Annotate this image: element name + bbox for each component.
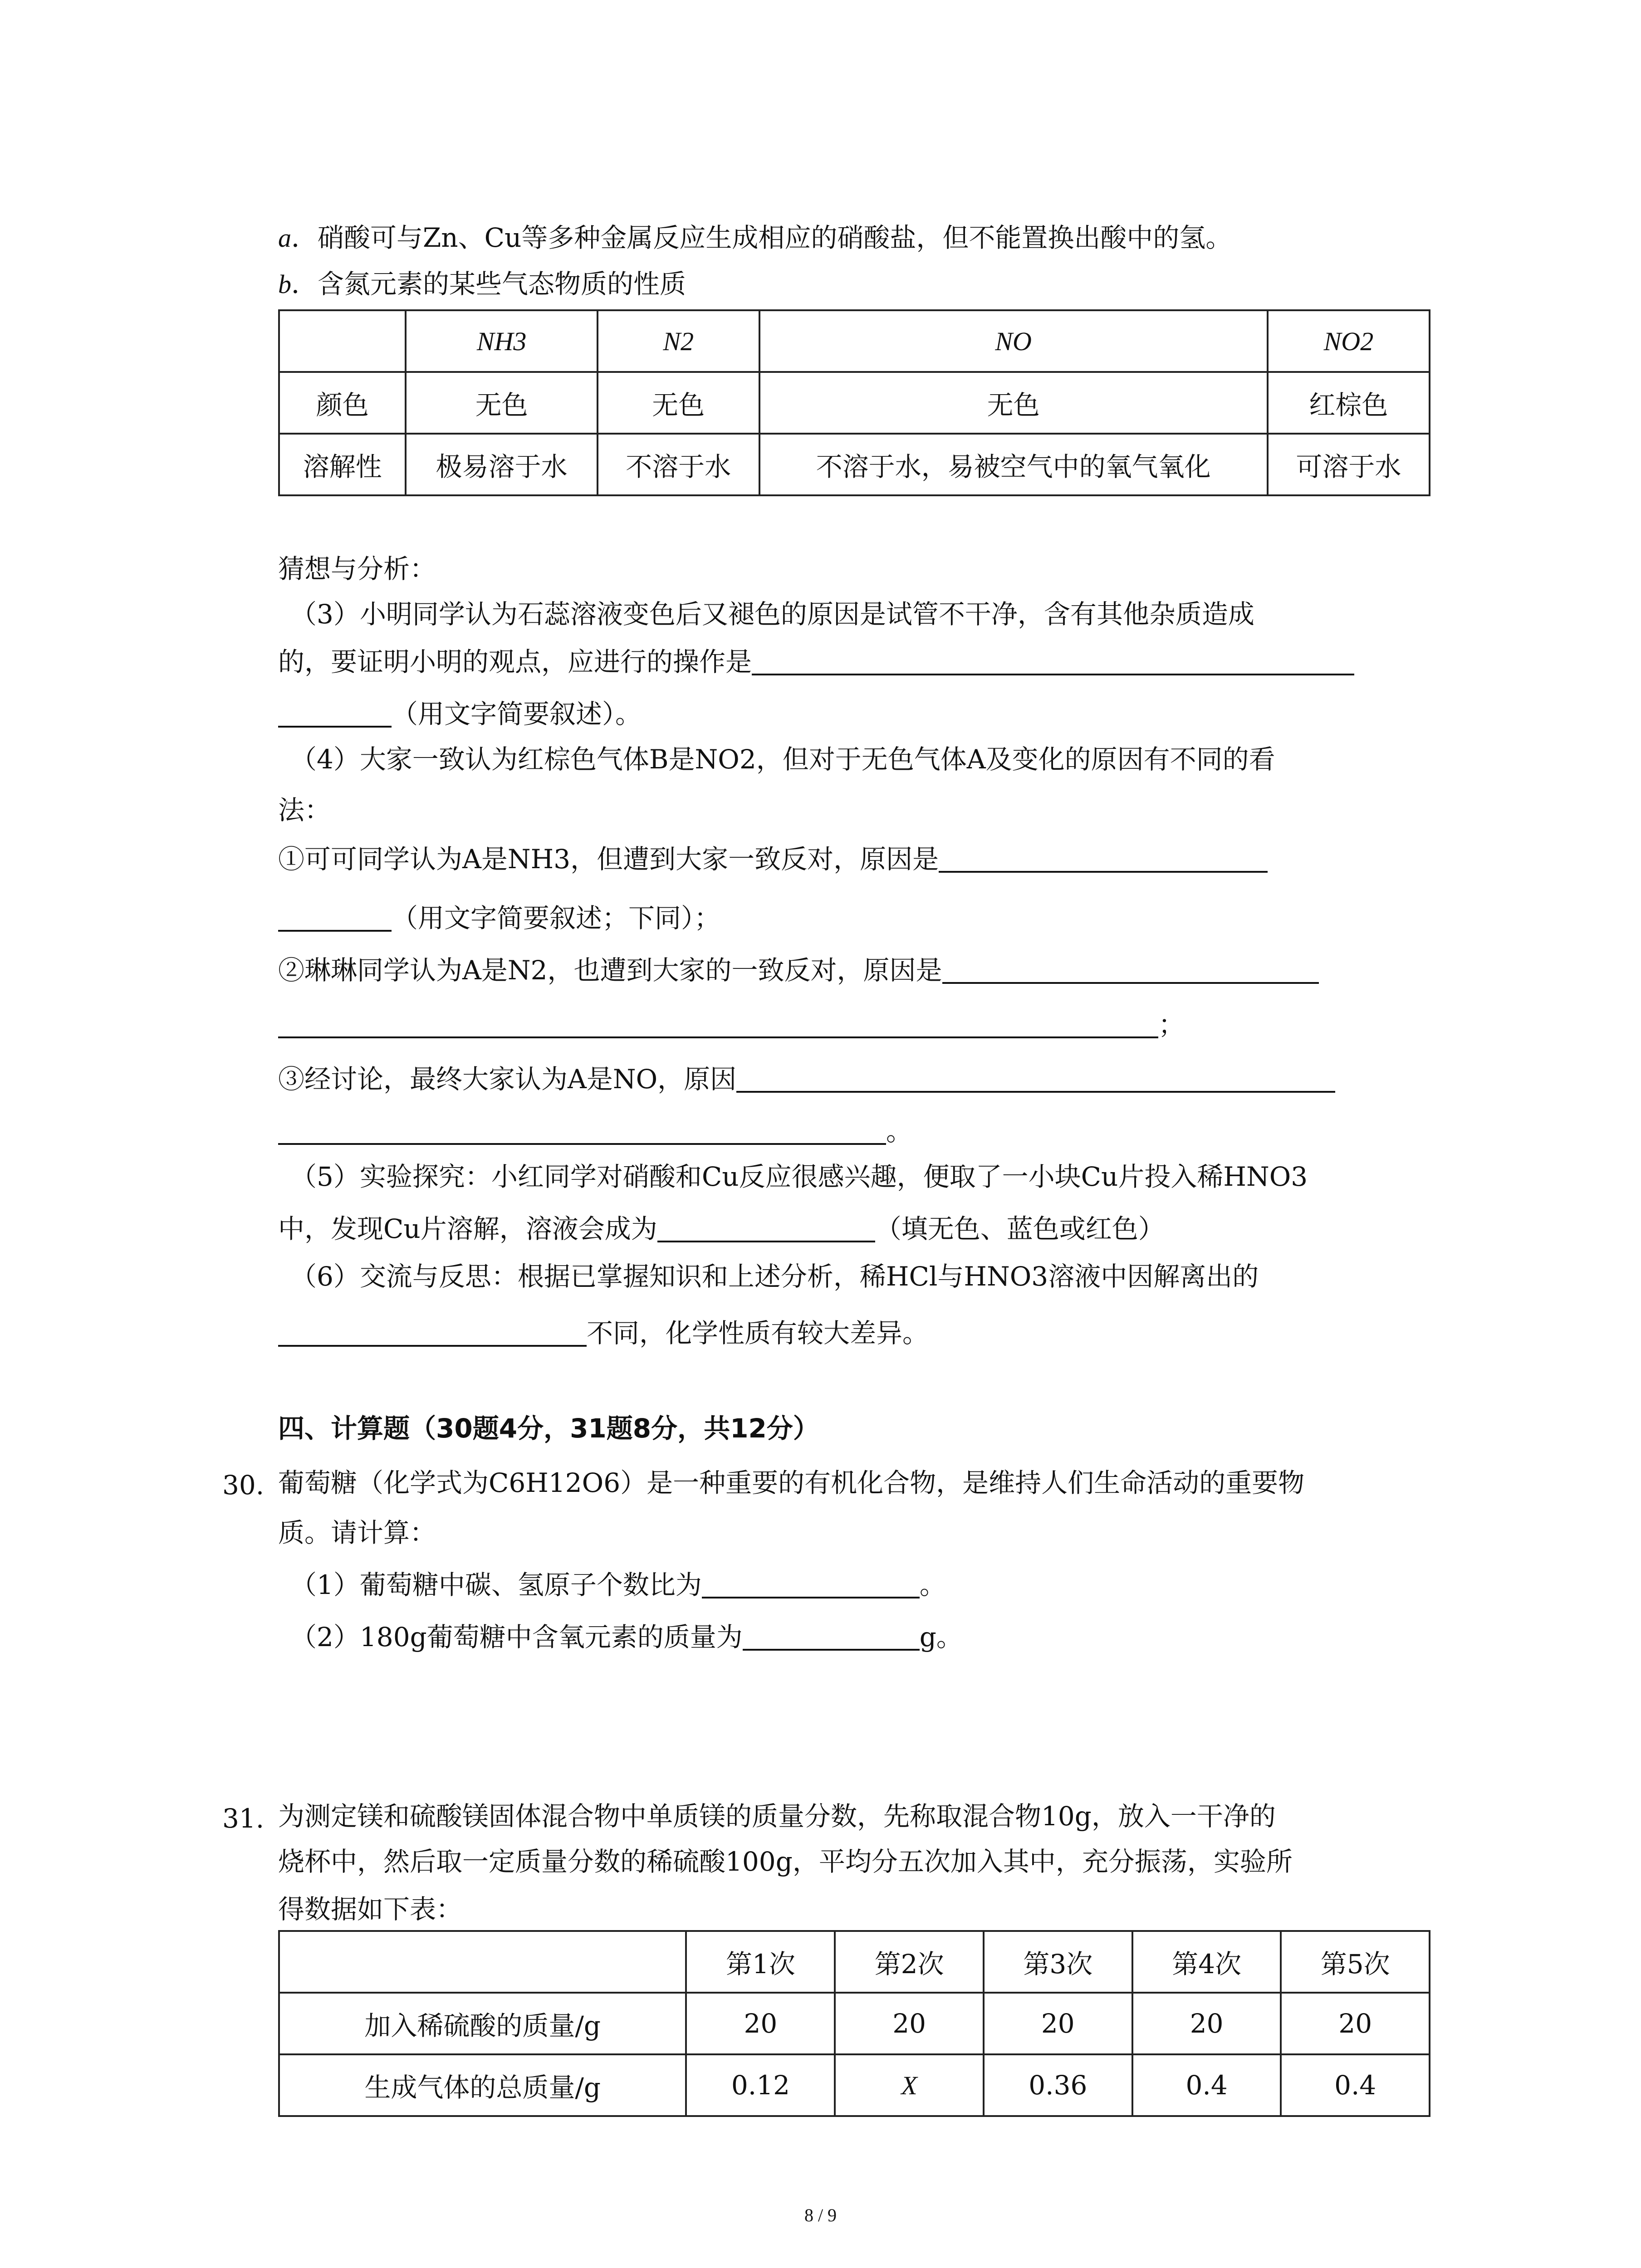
q4-p3-text: ③经讨论，最终大家认为A是NO，原因 — [278, 1064, 737, 1095]
table-row — [279, 2054, 1430, 2116]
q31-line3: 得数据如下表： — [278, 1894, 463, 1925]
table-cell: 无色 — [406, 372, 597, 434]
paragraph-a — [278, 222, 1232, 253]
table-cell: 第3次 — [984, 1931, 1132, 1993]
table-cell: 第2次 — [835, 1931, 983, 1993]
q30-s2-end: g。 — [919, 1622, 963, 1652]
page-number: 8 / 9 — [804, 2205, 837, 2225]
table-header-nh3: NH3 — [406, 310, 597, 372]
guess-title: 猜想与分析： — [278, 553, 436, 584]
table-cell: 红棕色 — [1268, 372, 1430, 434]
table-cell: 第5次 — [1281, 1931, 1430, 1993]
table-cell: 无色 — [759, 372, 1268, 434]
q6-line1: （6）交流与反思：根据已掌握知识和上述分析，稀HCl与HNO3溶液中因解离出的 — [290, 1261, 1259, 1292]
table-header-no: NO — [759, 310, 1268, 372]
table-cell: 加入稀硫酸的质量/g — [279, 1993, 686, 2054]
q4-p2b-text: ； — [1158, 1009, 1185, 1040]
q31-line2: 烧杯中，然后取一定质量分数的稀硫酸100g，平均分五次加入其中，充分振荡，实验所 — [278, 1846, 1293, 1877]
q3-line2-text: 的，要证明小明的观点，应进行的操作是 — [278, 646, 752, 677]
answer-blank[interactable] — [942, 958, 1319, 984]
q3-line1: （3）小明同学认为石蕊溶液变色后又褪色的原因是试管不干净，含有其他杂质造成 — [290, 599, 1254, 630]
question-number: 31. — [222, 1803, 265, 1834]
q4-p1-text: ①可可同学认为A是NH3，但遭到大家一致反对，原因是 — [278, 844, 939, 875]
table-cell: 第4次 — [1132, 1931, 1281, 1993]
q4-line1: （4）大家一致认为红棕色气体B是NO2，但对于无色气体A及变化的原因有不同的看 — [290, 744, 1275, 775]
table-row — [279, 310, 1430, 372]
answer-blank[interactable] — [278, 906, 392, 932]
table-cell: 20 — [984, 1993, 1132, 2054]
question-number: 30. — [222, 1470, 265, 1501]
q5-line1: （5）实验探究：小红同学对硝酸和Cu反应很感兴趣，便取了一小块Cu片投入稀HNO3 — [290, 1161, 1308, 1192]
table-cell: 可溶于水 — [1268, 434, 1430, 495]
q4-p1 — [278, 846, 1268, 873]
table-cell: X — [835, 2054, 983, 2116]
table-cell: 20 — [835, 1993, 983, 2054]
q30-s2-text: （2）180g葡萄糖中含氧元素的质量为 — [290, 1622, 743, 1652]
q5-line2 — [278, 1213, 1165, 1244]
q4-p3b-text: 。 — [886, 1116, 913, 1147]
table-cell: 0.12 — [686, 2054, 835, 2116]
table-cell: 20 — [686, 1993, 835, 2054]
table-cell: 不溶于水，易被空气中的氧气氧化 — [759, 434, 1268, 495]
q3-line2 — [278, 646, 1354, 677]
paragraph-b — [278, 271, 686, 298]
q4-p3b — [278, 1118, 912, 1145]
prefix-b: b — [278, 269, 291, 299]
table-cell: 极易溶于水 — [406, 434, 597, 495]
q3-line3-text: （用文字简要叙述）。 — [392, 699, 642, 729]
q4-p2 — [278, 957, 1319, 984]
answer-blank[interactable] — [278, 1321, 587, 1347]
q3-line3 — [278, 701, 642, 728]
paragraph-b-text: ．含氮元素的某些气态物质的性质 — [291, 269, 686, 299]
answer-blank[interactable] — [736, 1067, 1335, 1093]
gas-properties-table — [278, 309, 1430, 496]
answer-blank[interactable] — [657, 1217, 875, 1242]
q6-line2-text: 不同，化学性质有较大差异。 — [587, 1318, 929, 1349]
q4-p3 — [278, 1066, 1335, 1093]
table-row — [279, 1993, 1430, 2054]
q6-line2 — [278, 1320, 929, 1347]
table-cell: 溶解性 — [279, 434, 406, 495]
q4-p1b — [278, 905, 720, 932]
answer-blank[interactable] — [278, 702, 392, 728]
table-cell: 颜色 — [279, 372, 406, 434]
q30-s1-text: （1）葡萄糖中碳、氢原子个数比为 — [290, 1569, 702, 1600]
table-row — [279, 372, 1430, 434]
table-cell: 0.4 — [1281, 2054, 1430, 2116]
q30-line1: 葡萄糖（化学式为C6H12O6）是一种重要的有机化合物，是维持人们生命活动的重要物 — [278, 1467, 1305, 1498]
table-header-n2: N2 — [598, 310, 759, 372]
table-row — [279, 434, 1430, 495]
table-cell: 20 — [1132, 1993, 1281, 2054]
table-cell — [279, 310, 406, 372]
q4-line2: 法： — [278, 795, 331, 826]
answer-blank[interactable] — [702, 1573, 920, 1598]
q4-p2b — [278, 1009, 1185, 1040]
table-cell: 无色 — [598, 372, 759, 434]
experiment-data-table — [278, 1930, 1430, 2117]
q4-p2-text: ②琳琳同学认为A是N2，也遭到大家的一致反对，原因是 — [278, 955, 942, 986]
q30-s1 — [290, 1569, 946, 1600]
table-cell: 0.4 — [1132, 2054, 1281, 2116]
q30-s1-end: 。 — [919, 1569, 946, 1600]
table-cell — [279, 1931, 686, 1993]
q30-s2 — [290, 1624, 963, 1651]
q5-line2b-text: （填无色、蓝色或红色） — [875, 1213, 1165, 1244]
answer-blank[interactable] — [939, 847, 1268, 873]
table-cell: 生成气体的总质量/g — [279, 2054, 686, 2116]
table-row — [279, 1931, 1430, 1993]
table-cell: 不溶于水 — [598, 434, 759, 495]
q5-line2a-text: 中，发现Cu片溶解，溶液会成为 — [278, 1213, 657, 1244]
answer-blank[interactable] — [278, 1013, 1158, 1038]
answer-blank[interactable] — [278, 1119, 886, 1145]
prefix-a: a — [278, 223, 291, 253]
q30-line2: 质。请计算： — [278, 1517, 436, 1548]
table-cell: 20 — [1281, 1993, 1430, 2054]
section-title: 四、计算题（30题4分，31题8分，共12分） — [278, 1413, 819, 1444]
table-cell: 第1次 — [686, 1931, 835, 1993]
paragraph-a-text: ．硝酸可与Zn、Cu等多种金属反应生成相应的硝酸盐，但不能置换出酸中的氢。 — [291, 222, 1232, 253]
q31-line1: 为测定镁和硫酸镁固体混合物中单质镁的质量分数，先称取混合物10g，放入一干净的 — [278, 1801, 1276, 1832]
table-cell: 0.36 — [984, 2054, 1132, 2116]
answer-blank[interactable] — [752, 650, 1354, 675]
answer-blank[interactable] — [743, 1625, 920, 1651]
q4-p1b-text: （用文字简要叙述；下同）； — [392, 903, 721, 934]
table-header-no2: NO2 — [1268, 310, 1430, 372]
